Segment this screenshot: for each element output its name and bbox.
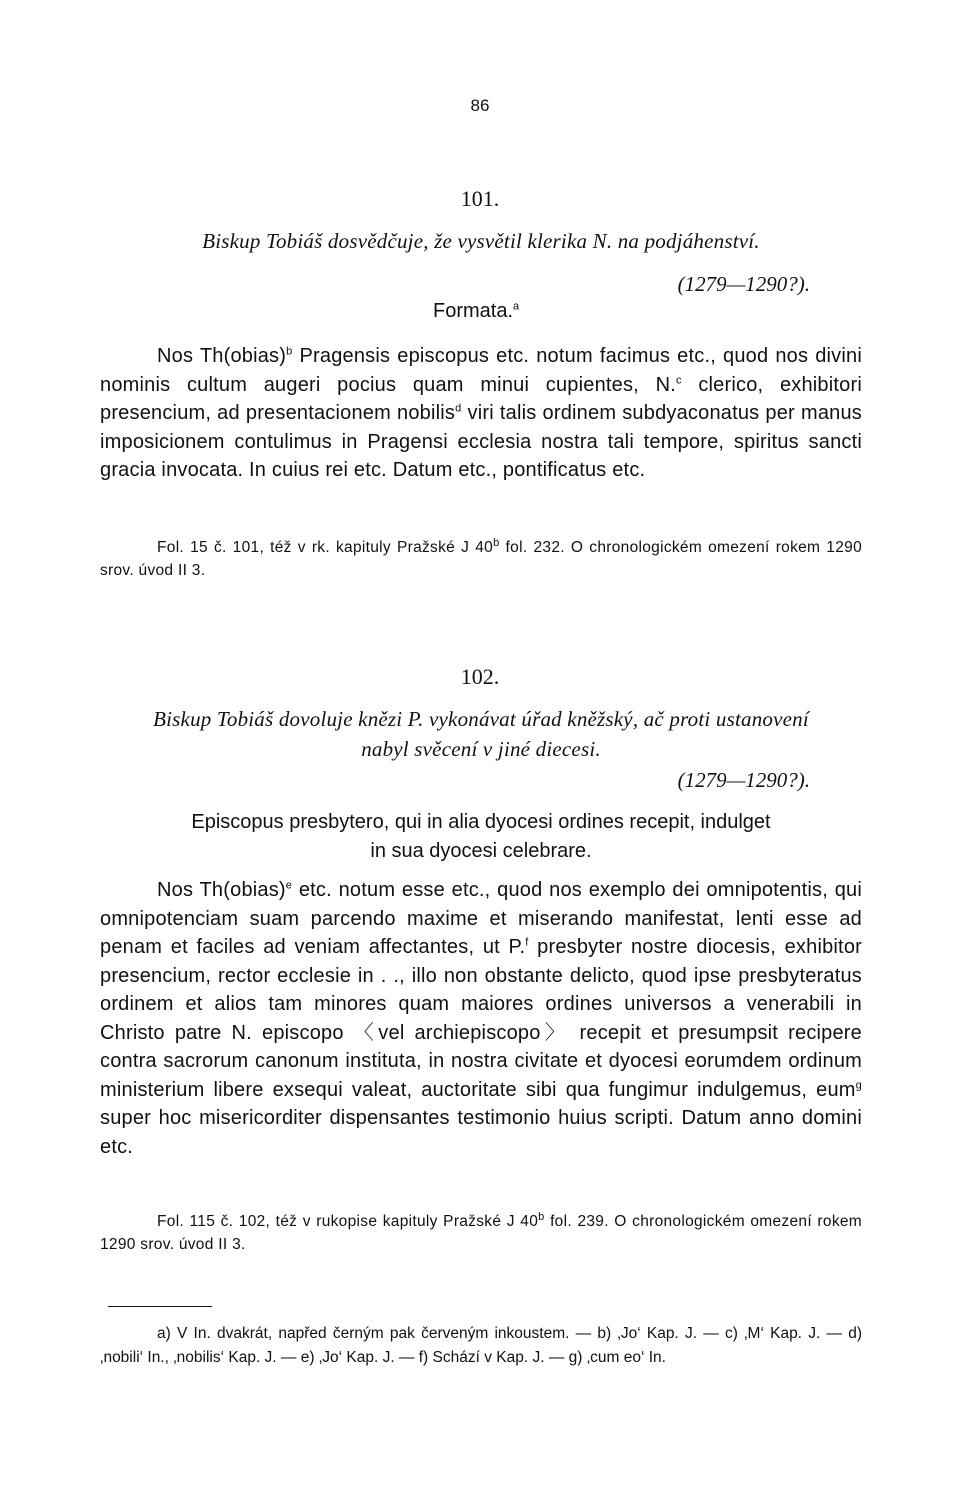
footnote-marker-b: b <box>286 345 293 358</box>
note-segment: Fol. 115 č. 102, též v rukopise kapituly Pražské J 40 <box>157 1213 539 1230</box>
text-segment: Nos Th(obias) <box>157 345 287 367</box>
text-segment: clerico, exhibitori presencium, ad presentacionem nobilis <box>100 373 862 424</box>
superscript-b: b <box>493 536 500 549</box>
footnote-marker-a: a <box>513 300 520 313</box>
document-number-102: 102. <box>460 664 500 689</box>
note-segment: Fol. 15 č. 101, též v rk. kapituly Pražské J 40 <box>157 539 494 556</box>
document-date-101: (1279—1290?). <box>677 272 810 296</box>
source-note-102 <box>100 1210 862 1256</box>
formata-text: Formata. <box>433 300 514 322</box>
text-segment: Nos Th(obias) <box>157 879 286 901</box>
text-segment: super hoc misericorditer dispensantes testimonio huius scripti. Datum anno domini etc. <box>100 1107 862 1158</box>
note-segment: fol. 239. O chronologickém omezení rokem 1290 srov. úvod II 3. <box>100 1213 862 1253</box>
document-date-102: (1279—1290?). <box>677 768 810 792</box>
formata-label <box>433 300 519 323</box>
subtitle-line-1: Episcopus presbytero, qui in alia dyocesi ordines recepit, indulget <box>191 811 771 833</box>
heading-line-1: Biskup Tobiáš dovoluje knězi P. vykonávat úřad kněžský, ač proti ustanovení <box>153 707 809 731</box>
subtitle-line-2: in sua dyocesi celebrare. <box>370 840 592 862</box>
footnote-marker-f: f <box>525 936 529 949</box>
text-segment: viri talis ordinem subdyaconatus per manus imposicionem contulimus in Pragensi ecclesia nostra tali tempore, spiritus sancti gracia invocata. In cuius rei etc. Datum etc., pontificatus etc. <box>100 402 862 481</box>
footnote-marker-e: e <box>285 879 293 892</box>
document-heading-102 <box>100 704 862 764</box>
document-text-101 <box>100 342 862 485</box>
footnote-marker-g: g <box>855 1078 862 1091</box>
page-number: 86 <box>470 96 490 115</box>
document-subtitle-102 <box>100 808 862 866</box>
heading-line-2: nabyl svěcení v jiné diecesi. <box>361 737 601 761</box>
document-text-102 <box>100 876 862 1161</box>
note-segment: fol. 232. O chronologickém omezení rokem 1290 srov. úvod II 3. <box>100 539 862 579</box>
text-segment: Pragensis episcopus etc. notum facimus etc., quod nos divini nominis cultum augeri pocius quam minui cupientes, N. <box>100 345 862 396</box>
document-number-101: 101. <box>460 186 500 211</box>
footnote-divider <box>108 1306 212 1307</box>
text-segment: etc. notum esse etc., quod nos exemplo dei omnipotentis, qui omnipotenciam suam parcendo maxime et miserando manifestat, lenti esse ad penam et faciles ad veniam affectantes, ut P. <box>100 879 862 958</box>
text-segment: presbyter nostre diocesis, exhibitor presencium, rector ecclesie in . ., illo non obstante delicto, quod ipse presbyteratus ordinem et alios tam minores quam maiores ordines universos a venerabili in Christo patre N. episcopo 〈vel archiepiscopo〉 recepit et presumpsit recipere contra sacrorum canonum instituta, in nostra civitate et dyocesi eorumdem ordinum ministerium libere exsequi valeat, auctoritate sibi qua fungimur indulgemus, eum <box>100 936 862 1101</box>
footnote-marker-c: c <box>675 373 682 386</box>
source-note-101 <box>100 536 862 582</box>
document-heading-101: Biskup Tobiáš dosvědčuje, že vysvětil klerika N. na podjáhenství. <box>202 229 760 253</box>
footnote-marker-d: d <box>455 402 462 415</box>
superscript-b: b <box>538 1210 545 1223</box>
footnotes: a) V In. dvakrát, napřed černým pak červeným inkoustem. — b) ‚Jo‘ Kap. J. — c) ‚M‘ Kap. J. — d) ‚nobili‘ In., ‚nobilis‘ Kap. J. — e) ‚Jo‘ Kap. J. — f) Schází v Kap. J. — g) ‚cum eo‘ In. <box>100 1325 862 1366</box>
